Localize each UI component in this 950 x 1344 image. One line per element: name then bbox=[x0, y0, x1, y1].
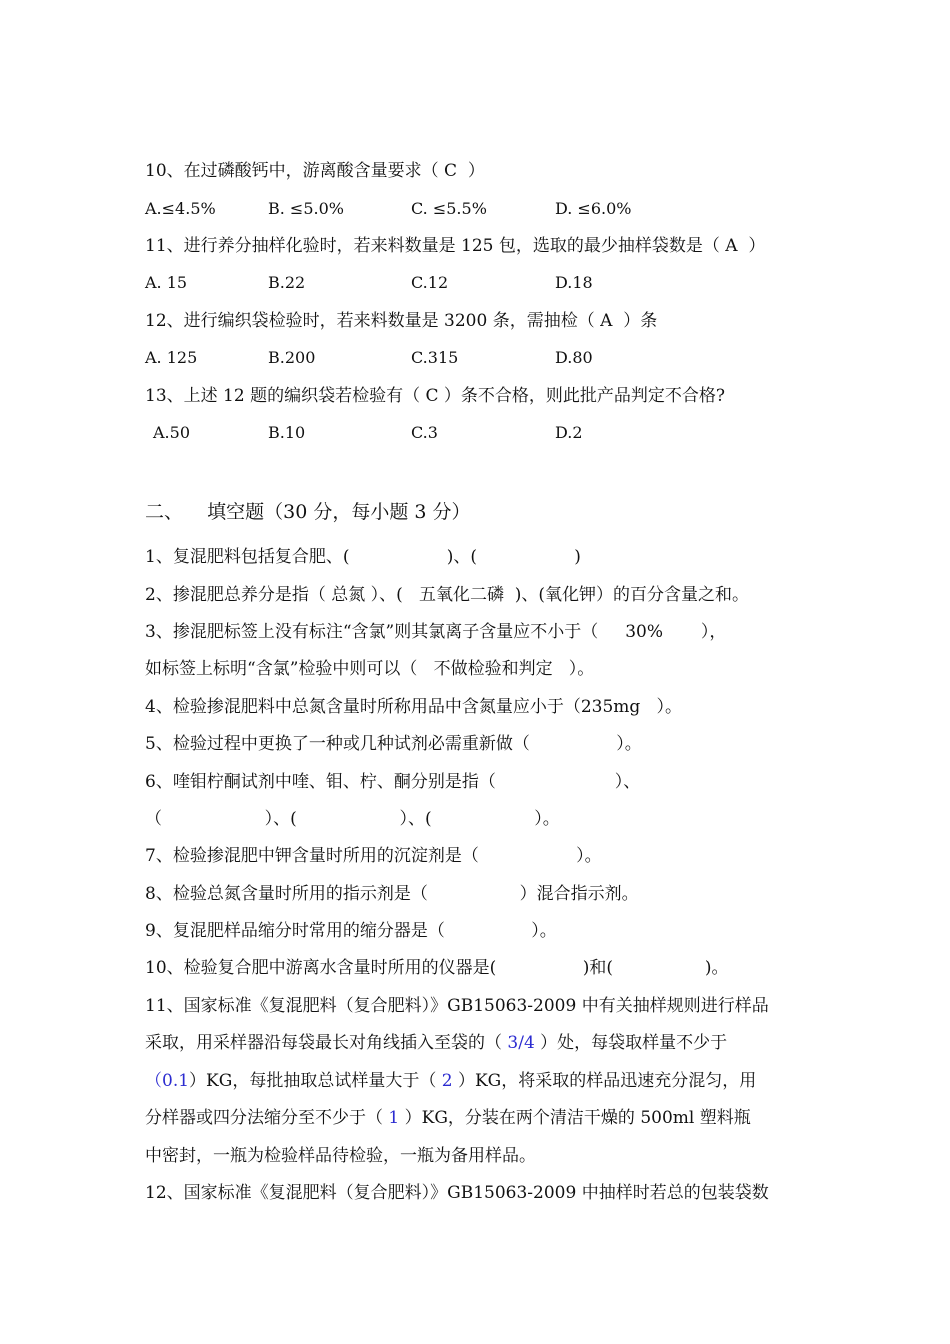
fill-question-10: 10、检验复合肥中游离水含量时所用的仪器是( )和( )。 bbox=[145, 958, 729, 978]
q12-option-a: A. 125 bbox=[145, 348, 198, 367]
text-segment: ）处，每袋取样量不少于 bbox=[534, 1033, 728, 1053]
q12-option-c: C.315 bbox=[411, 348, 459, 367]
fill-question-2: 2、掺混肥总养分是指（ 总氮 ）、( 五氧化二磷 )、(氧化钾）的百分含量之和。 bbox=[145, 585, 750, 605]
fill-question-11-line-2 bbox=[145, 1032, 727, 1054]
q10-option-d: D. ≤6.0% bbox=[555, 199, 632, 218]
text-segment: ）KG，将采取的样品迅速充分混匀，用 bbox=[452, 1071, 757, 1091]
fill-question-11: 11、国家标准《复混肥料（复合肥料）》GB15063-2009 中有关抽样规则进行样品 bbox=[145, 996, 769, 1016]
q12-option-d: D.80 bbox=[555, 348, 593, 367]
q13-option-a: A.50 bbox=[153, 423, 190, 442]
q11-option-c: C.12 bbox=[411, 273, 449, 292]
fill-question-11-line-3 bbox=[145, 1070, 756, 1092]
fill-question-4: 4、检验掺混肥料中总氮含量时所称用品中含氮量应小于（235mg ）。 bbox=[145, 697, 682, 717]
fill-question-6: 6、喹钼柠酮试剂中喹、钼、柠、酮分别是指（ ）、 bbox=[145, 772, 641, 792]
fill-question-6-cont: （ ）、( ）、( ）。 bbox=[145, 809, 560, 829]
q13-option-c: C.3 bbox=[411, 423, 438, 442]
text-segment: 分样器或四分法缩分至不少于（ bbox=[145, 1108, 389, 1128]
fill-question-12: 12、国家标准《复混肥料（复合肥料）》GB15063-2009 中抽样时若总的包装袋数 bbox=[145, 1183, 769, 1203]
fill-question-8: 8、检验总氮含量时所用的指示剂是（ ）混合指示剂。 bbox=[145, 884, 639, 904]
question-13: 13、上述 12 题的编织袋若检验有（ C ）条不合格，则此批产品判定不合格? bbox=[145, 386, 725, 406]
q11-option-d: D.18 bbox=[555, 273, 593, 292]
fill-question-5: 5、检验过程中更换了一种或几种试剂必需重新做（ ）。 bbox=[145, 734, 642, 754]
question-10: 10、在过磷酸钙中，游离酸含量要求（ C ） bbox=[145, 161, 485, 181]
fill-question-11-line-5: 中密封，一瓶为检验样品待检验，一瓶为备用样品。 bbox=[145, 1146, 536, 1166]
fill-question-11-line-4 bbox=[145, 1107, 751, 1129]
q11-option-b: B.22 bbox=[268, 273, 306, 292]
fill-question-3-cont: 如标签上标明“含氯”检验中则可以（ 不做检验和判定 ）。 bbox=[145, 659, 595, 679]
question-11: 11、进行养分抽样化验时，若来料数量是 125 包，选取的最少抽样袋数是（ A ） bbox=[145, 236, 766, 256]
text-segment: ）KG，每批抽取总试样量大于（ bbox=[189, 1071, 442, 1091]
section-2-heading: 二、 填空题（30 分，每小题 3 分） bbox=[145, 501, 471, 523]
text-segment: 采取，用采样器沿每袋最长对角线插入至袋的（ bbox=[145, 1033, 508, 1053]
q10-option-a: A.≤4.5% bbox=[145, 199, 216, 218]
fill-question-1: 1、复混肥料包括复合肥、( )、( ) bbox=[145, 547, 581, 567]
answer-3-4: 3/4 bbox=[507, 1033, 535, 1053]
fill-question-7: 7、检验掺混肥中钾含量时所用的沉淀剂是（ ）。 bbox=[145, 846, 602, 866]
fill-question-9: 9、复混肥样品缩分时常用的缩分器是（ ）。 bbox=[145, 921, 557, 941]
text-segment: ）KG，分装在两个清洁干燥的 500ml 塑料瓶 bbox=[399, 1108, 751, 1128]
answer-1: 1 bbox=[388, 1108, 400, 1128]
fill-question-3: 3、掺混肥标签上没有标注“含氯”则其氯离子含量应不小于（ 30% ）， bbox=[145, 622, 727, 642]
question-12: 12、进行编织袋检验时，若来料数量是 3200 条，需抽检（ A ）条 bbox=[145, 311, 658, 331]
q10-option-b: B. ≤5.0% bbox=[268, 199, 344, 218]
q13-option-b: B.10 bbox=[268, 423, 306, 442]
answer-0-1: （0.1 bbox=[145, 1071, 190, 1091]
q12-option-b: B.200 bbox=[268, 348, 316, 367]
q13-option-d: D.2 bbox=[555, 423, 583, 442]
q10-option-c: C. ≤5.5% bbox=[411, 199, 487, 218]
q11-option-a: A. 15 bbox=[145, 273, 188, 292]
answer-2: 2 bbox=[441, 1071, 453, 1091]
